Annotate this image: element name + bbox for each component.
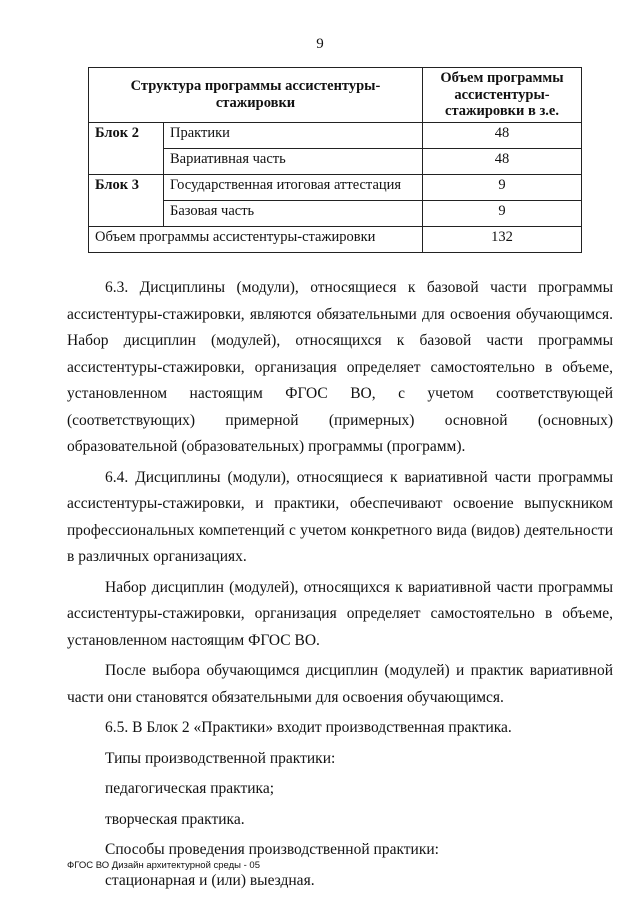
row-value: 48: [423, 149, 582, 175]
row-item: Вариативная часть: [164, 149, 423, 175]
paragraph: 6.4. Дисциплины (модули), относящиеся к вариативной части программы ассистентуры-стажировки, и практики, обеспечивают освоение выпускником профессиональных компетенций с учетом конкретного вида (видов) деятельности в различных организациях.: [67, 468, 613, 565]
footer-doc-id: ФГОС ВО Дизайн архитектурной среды - 05: [67, 860, 261, 871]
header-structure: Структура программы ассистентуры-стажировки: [89, 68, 423, 123]
table-row: [89, 123, 582, 149]
table-row: [89, 175, 582, 201]
row-value: 48: [423, 123, 582, 149]
block-label: Блок 3: [89, 175, 164, 227]
row-item: Практики: [164, 123, 423, 149]
block-label: Блок 2: [89, 123, 164, 175]
list-line: стационарная и (или) выездная.: [105, 871, 315, 889]
total-label: Объем программы ассистентуры-стажировки: [89, 227, 423, 253]
list-line: творческая практика.: [105, 810, 245, 828]
total-value: 132: [423, 227, 582, 253]
list-line: Типы производственной практики:: [105, 749, 336, 767]
list-line: педагогическая практика;: [105, 780, 275, 797]
paragraph: После выбора обучающимся дисциплин (модулей) и практик вариативной части они становятся обязательными для освоения обучающимся.: [67, 662, 613, 706]
paragraph: 6.3. Дисциплины (модули), относящиеся к базовой части программы ассистентуры-стажировки, являются обязательными для освоения обучающимся. Набор дисциплин (модулей), относящихся к базовой части программы ассистентуры-стажировки, организация определяет самостоятельно в объеме, установленном настоящим ФГОС ВО, с учетом соответствующей (соответствующих) примерной (примерных) основной (основных) образовательной (образовательных) программы (программ).: [67, 279, 613, 455]
paragraph: 6.5. В Блок 2 «Практики» входит производственная практика.: [105, 719, 512, 736]
list-line: Способы проведения производственной практики:: [105, 841, 439, 858]
paragraph: Набор дисциплин (модулей), относящихся к вариативной части программы ассистентуры-стажировки, организация определяет самостоятельно в объеме, установленном настоящим ФГОС ВО.: [67, 578, 613, 649]
program-structure-table: [88, 67, 582, 253]
table-header-row: [89, 68, 582, 123]
header-volume: Объем программы ассистентуры-стажировки в з.е.: [423, 68, 582, 123]
table-total-row: [89, 227, 582, 253]
page-number: 9: [316, 36, 324, 52]
row-value: 9: [423, 201, 582, 227]
row-item: Базовая часть: [164, 201, 423, 227]
body-text: [67, 275, 613, 898]
row-value: 9: [423, 175, 582, 201]
row-item: Государственная итоговая аттестация: [164, 175, 423, 201]
